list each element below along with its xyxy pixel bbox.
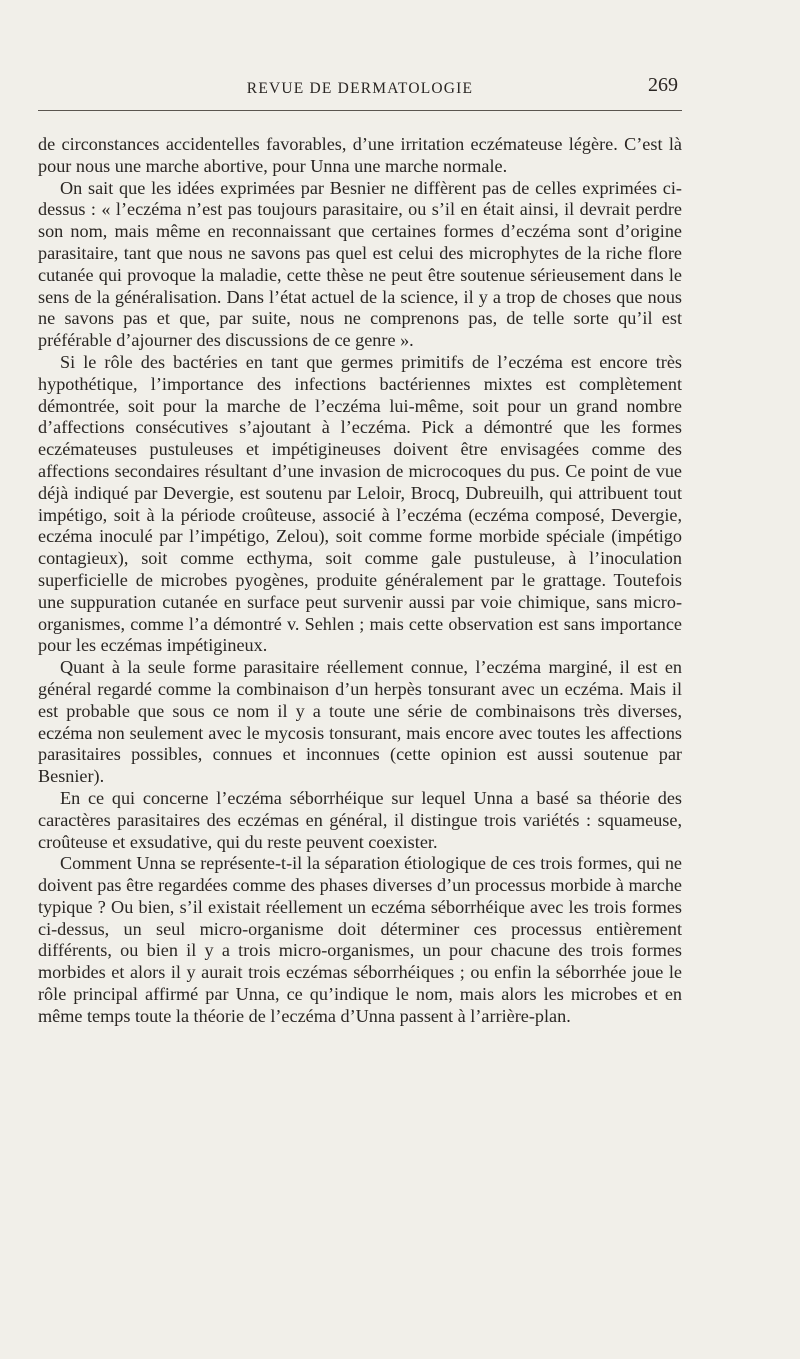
paragraph: En ce qui concerne l’eczéma séborrhéique sur lequel Unna a basé sa théorie des caractères parasitaires des eczémas en général, il distingue trois variétés : squameuse, croûteuse et exsudative, qui du reste peuvent coexister. [38,787,682,852]
paragraph: On sait que les idées exprimées par Besnier ne diffèrent pas de celles exprimées ci-dessus : « l’eczéma n’est pas toujours parasitaire, ou s’il en était ainsi, il devrait perdre son nom, mais même en reconnaissant que certaines formes d’eczéma sont d’origine parasitaire, tant que nous ne savons pas quel est celui des microphytes de la riche flore cutanée qui provoque la maladie, cette thèse ne peut être soutenue sérieusement dans le sens de la généralisation. Dans l’état actuel de la science, il y a trop de choses que nous ne savons pas et que, par suite, nous ne comprenons pas, de telle sorte qu’il est préférable d’ajourner des discussions de ce genre ». [38,177,682,351]
page-number: 269 [648,74,678,96]
paragraph: Si le rôle des bactéries en tant que germes primitifs de l’eczéma est encore très hypothétique, l’importance des infections bactériennes mixtes est complètement démontrée, soit pour la marche de l’eczéma lui-même, soit pour un grand nombre d’affections consécutives s’ajoutant à l’eczéma. Pick a démontré que les formes eczémateuses pustuleuses et impétigineuses doivent être envisagées comme des affections secondaires résultant d’une invasion de microcoques du pus. Ce point de vue déjà indiqué par Devergie, est soutenu par Leloir, Brocq, Dubreuilh, qui attribuent tout impétigo, soit à la période croûteuse, associé à l’eczéma (eczéma composé, Devergie, eczéma inoculé par l’impétigo, Zelou), soit comme forme morbide spéciale (impétigo contagieux), soit comme ecthyma, soit comme gale pustuleuse, à l’inoculation superficielle de microbes pyogènes, produite généralement par le grattage. Toutefois une suppuration cutanée en surface peut survenir aussi par voie chimique, sans micro-organismes, comme l’a démontré v. Sehlen ; mais cette observation est sans importance pour les eczémas impétigineux. [38,351,682,656]
paragraph-continued: de circonstances accidentelles favorables, d’une irritation eczémateuse légère. C’est là pour nous une marche abortive, pour Unna une marche normale. [38,134,682,176]
paragraph: Quant à la seule forme parasitaire réellement connue, l’eczéma marginé, il est en général regardé comme la combinaison d’un herpès tonsurant avec un eczéma. Mais il est probable que sous ce nom il y a toute une série de combinaisons très diverses, eczéma non seulement avec le mycosis tonsurant, mais encore avec toutes les affections parasitaires possibles, connues et inconnues (cette opinion est aussi soutenue par Besnier). [38,657,682,787]
page-header [38,72,682,102]
paragraph: Comment Unna se représente-t-il la séparation étiologique de ces trois formes, qui ne doivent pas être regardées comme des phases diverses d’un processus morbide à marche typique ? Ou bien, s’il existait réellement un eczéma séborrhéique avec les trois formes ci-dessus, un seul micro-organisme doit déterminer ces processus entièrement différents, ou bien il y a trois micro-organismes, un pour chacune des trois formes morbides et alors il y aurait trois eczémas séborrhéiques ; ou enfin la séborrhée joue le rôle principal affirmé par Unna, ce qu’indique le nom, mais alors les microbes et en même temps toute la théorie de l’eczéma d’Unna passent à l’arrière-plan. [38,853,682,1026]
running-title: REVUE DE DERMATOLOGIE [246,80,474,97]
page-body [38,134,682,1028]
header-rule [38,110,682,111]
